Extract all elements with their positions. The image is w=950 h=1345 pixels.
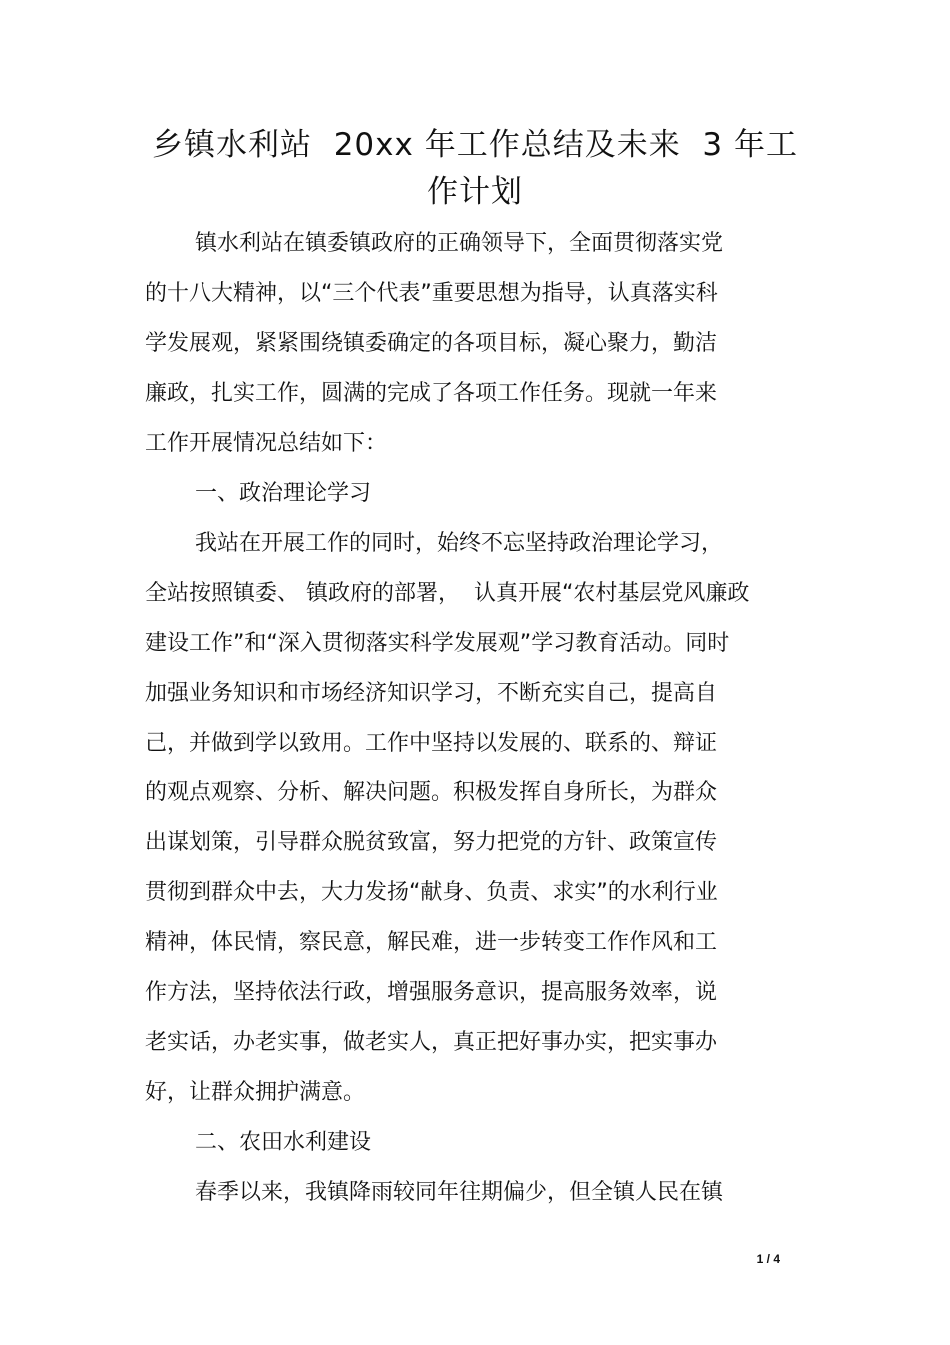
paragraph-line: 的十八大精神，以“三个代表”重要思想为指导，认真落实科 bbox=[145, 281, 718, 306]
paragraph-line: 出谋划策，引导群众脱贫致富，努力把党的方针、政策宣传 bbox=[145, 830, 718, 855]
paragraph-line: 春季以来，我镇降雨较同年往期偏少，但全镇人民在镇 bbox=[195, 1180, 724, 1205]
paragraph-line: 好，让群众拥护满意。 bbox=[145, 1080, 366, 1105]
document-title bbox=[145, 122, 805, 216]
paragraph-line: 学发展观，紧紧围绕镇委确定的各项目标，凝心聚力，勤洁 bbox=[145, 331, 718, 356]
paragraph-line: 镇水利站在镇委镇政府的正确领导下，全面贯彻落实党 bbox=[195, 231, 724, 256]
paragraph-line: 精神，体民情，察民意，解民难，进一步转变工作作风和工 bbox=[145, 930, 718, 955]
paragraph-line: 作方法，坚持依法行政，增强服务意识，提高服务效率，说 bbox=[145, 980, 718, 1005]
paragraph-line: 贯彻到群众中去，大力发扬“献身、负责、求实”的水利行业 bbox=[145, 880, 718, 905]
paragraph-line: 建设工作”和“深入贯彻落实科学发展观”学习教育活动。同时 bbox=[145, 631, 730, 656]
paragraph-line: 老实话，办老实事，做老实人，真正把好事办实，把实事办 bbox=[145, 1030, 718, 1055]
paragraph-line: 工作开展情况总结如下： bbox=[145, 431, 388, 456]
title-line-2: 作计划 bbox=[427, 174, 523, 210]
title-line-1: 乡镇水利站 20xx 年工作总结及未来 3 年工 bbox=[152, 127, 798, 163]
paragraph-line: 全站按照镇委、 镇政府的部署， 认真开展“农村基层党风廉政 bbox=[145, 581, 750, 606]
paragraph-line: 加强业务知识和市场经济知识学习，不断充实自己，提高自 bbox=[145, 681, 718, 706]
section-heading: 二、农田水利建设 bbox=[195, 1130, 372, 1155]
paragraph-line: 我站在开展工作的同时，始终不忘坚持政治理论学习， bbox=[195, 531, 724, 556]
page-number: 1 / 4 bbox=[756, 1252, 780, 1266]
section-heading: 一、政治理论学习 bbox=[195, 481, 372, 506]
paragraph-line: 的观点观察、分析、解决问题。积极发挥自身所长，为群众 bbox=[145, 780, 718, 805]
paragraph-line: 廉政，扎实工作，圆满的完成了各项工作任务。现就一年来 bbox=[145, 381, 718, 406]
paragraph-line: 己，并做到学以致用。工作中坚持以发展的、联系的、辩证 bbox=[145, 731, 718, 756]
